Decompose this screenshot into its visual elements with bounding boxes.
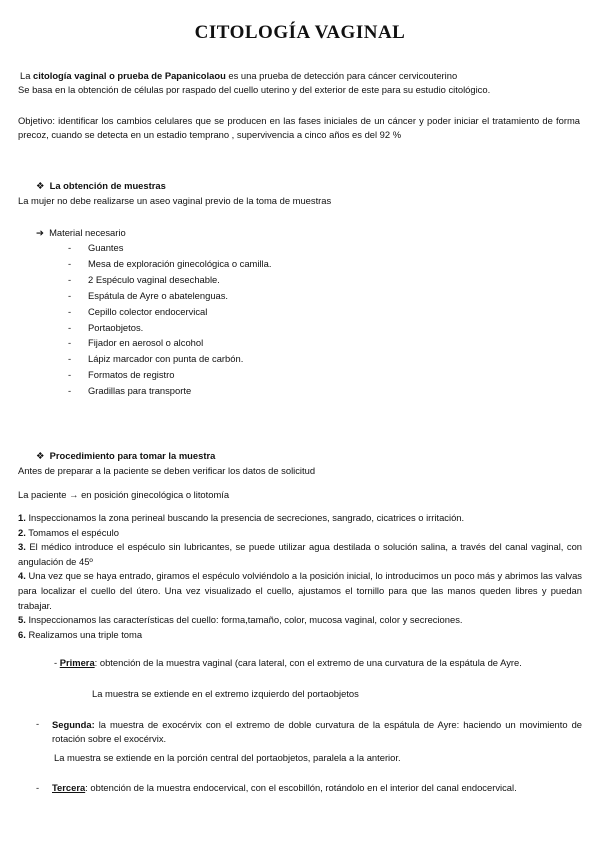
- intro-bold-term: citología vaginal o prueba de Papanicolaou: [33, 70, 226, 81]
- posicion-suffix: en posición ginecológica o litotomía: [81, 489, 230, 500]
- material-heading: [36, 227, 126, 239]
- section-obtencion-heading: [36, 180, 166, 192]
- posicion-prefix: La paciente: [18, 489, 67, 500]
- dash-bullet: -: [68, 321, 72, 333]
- verificar-datos-line: Antes de preparar a la paciente se deben verificar los datos de solicitud: [18, 465, 316, 476]
- intro-line-2: Se basa en la obtención de células por raspado del cuello uterino y del exterior de este para su estudio citológico.: [18, 84, 491, 95]
- dash-bullet: -: [68, 273, 72, 285]
- page-title: CITOLOGÍA VAGINAL: [194, 22, 406, 43]
- section-procedimiento-heading: [36, 450, 215, 462]
- step-item: 1. Inspeccionamos la zona perineal buscando la presencia de secreciones, sangrado, cicatrices o irritación.: [18, 512, 465, 523]
- material-item: 2 Espéculo vaginal desechable.: [88, 273, 220, 285]
- primera-paragraph: - Primera: obtención de la muestra vaginal (cara lateral, con el extremo de una curvatura de la espátula de Ayre.: [54, 657, 522, 668]
- dash-bullet: -: [68, 353, 72, 365]
- tercera-label: Tercera: [52, 782, 86, 793]
- section-procedimiento-title: Procedimiento para tomar la muestra: [49, 450, 216, 461]
- step-item: 2. Tomamos el espéculo: [18, 526, 119, 538]
- material-item: Mesa de exploración ginecológica o camilla.: [88, 257, 272, 269]
- segunda-label: Segunda:: [52, 719, 95, 730]
- step-item: 5. Inspeccionamos las características del cuello: forma,tamaño, color, mucosa vaginal, color y secreciones.: [18, 614, 463, 626]
- material-item: Espátula de Ayre o abatelenguas.: [88, 289, 229, 301]
- dash-bullet: -: [68, 289, 72, 301]
- aseo-note: La mujer no debe realizarse un aseo vaginal previo de la toma de muestras: [18, 195, 332, 206]
- right-arrow-icon: →: [69, 489, 79, 500]
- primera-label: Primera: [59, 657, 95, 668]
- material-item: Formatos de registro: [88, 369, 175, 381]
- dash-bullet: -: [68, 257, 72, 269]
- material-item: Lápiz marcador con punta de carbón.: [88, 353, 244, 365]
- material-item: Fijador en aerosol o alcohol: [88, 337, 204, 349]
- material-item: Cepillo colector endocervical: [88, 305, 208, 317]
- step-item: 4. Una vez que se haya entrado, giramos el espéculo volviéndolo a la posición inicial, lo introducimos un poco más y abrimos las valvas para localizar el cuello del útero. Una vez visualizado el cuello, ajustamos el tornillo para que las manos queden libres y puedan trabajar.: [18, 570, 582, 611]
- step-item: 3. El médico introduce el espéculo sin lubricantes, se puede utilizar agua destilada o solución salina, a través del canal vaginal, con angulación de 45º: [18, 541, 582, 567]
- material-item: Gradillas para transporte: [88, 385, 192, 397]
- intro-suffix: es una prueba de detección para cáncer cervicouterino: [225, 70, 458, 81]
- step-list: [18, 511, 582, 642]
- intro-line-1: [20, 70, 457, 82]
- dash-bullet: -: [68, 369, 72, 381]
- material-item: Portaobjetos.: [88, 321, 144, 333]
- dash-bullet: -: [68, 305, 72, 317]
- primera-note: La muestra se extiende en el extremo izquierdo del portaobjetos: [92, 688, 359, 699]
- right-arrow-icon: ➔: [36, 227, 44, 238]
- dash-bullet: -: [68, 242, 72, 253]
- posicion-line: [18, 489, 229, 501]
- intro-prefix: La: [20, 70, 34, 81]
- segunda-note: La muestra se extiende en la porción central del portaobjetos, paralela a la anterior.: [54, 752, 401, 763]
- section-obtencion-title: La obtención de muestras: [49, 180, 166, 191]
- diamond-bullet-icon: ❖: [36, 450, 45, 461]
- dash-bullet: -: [36, 718, 40, 729]
- step-item: 6. Realizamos una triple toma: [18, 628, 143, 640]
- material-heading-label: Material necesario: [49, 227, 126, 238]
- dash-bullet: -: [36, 782, 40, 793]
- tercera-paragraph: Tercera: obtención de la muestra endocervical, con el escobillón, rotándolo en el interior del canal endocervical.: [52, 782, 517, 793]
- diamond-bullet-icon: ❖: [36, 180, 45, 191]
- dash-bullet: -: [68, 385, 72, 397]
- dash-bullet: -: [68, 337, 72, 349]
- objetivo-paragraph: Objetivo: identificar los cambios celulares que se producen en las fases iniciales de un cáncer y poder iniciar el tratamiento de forma precoz, cuando se detecta en un estadio temprano , supervivencia a cinco años es del 92 %: [18, 115, 580, 140]
- material-item: Guantes: [88, 242, 124, 253]
- segunda-paragraph: Segunda: la muestra de exocérvix con el extremo de doble curvatura de la espátula de Ayre: haciendo un movimiento de rotación sobre el exocérvix.: [52, 719, 582, 744]
